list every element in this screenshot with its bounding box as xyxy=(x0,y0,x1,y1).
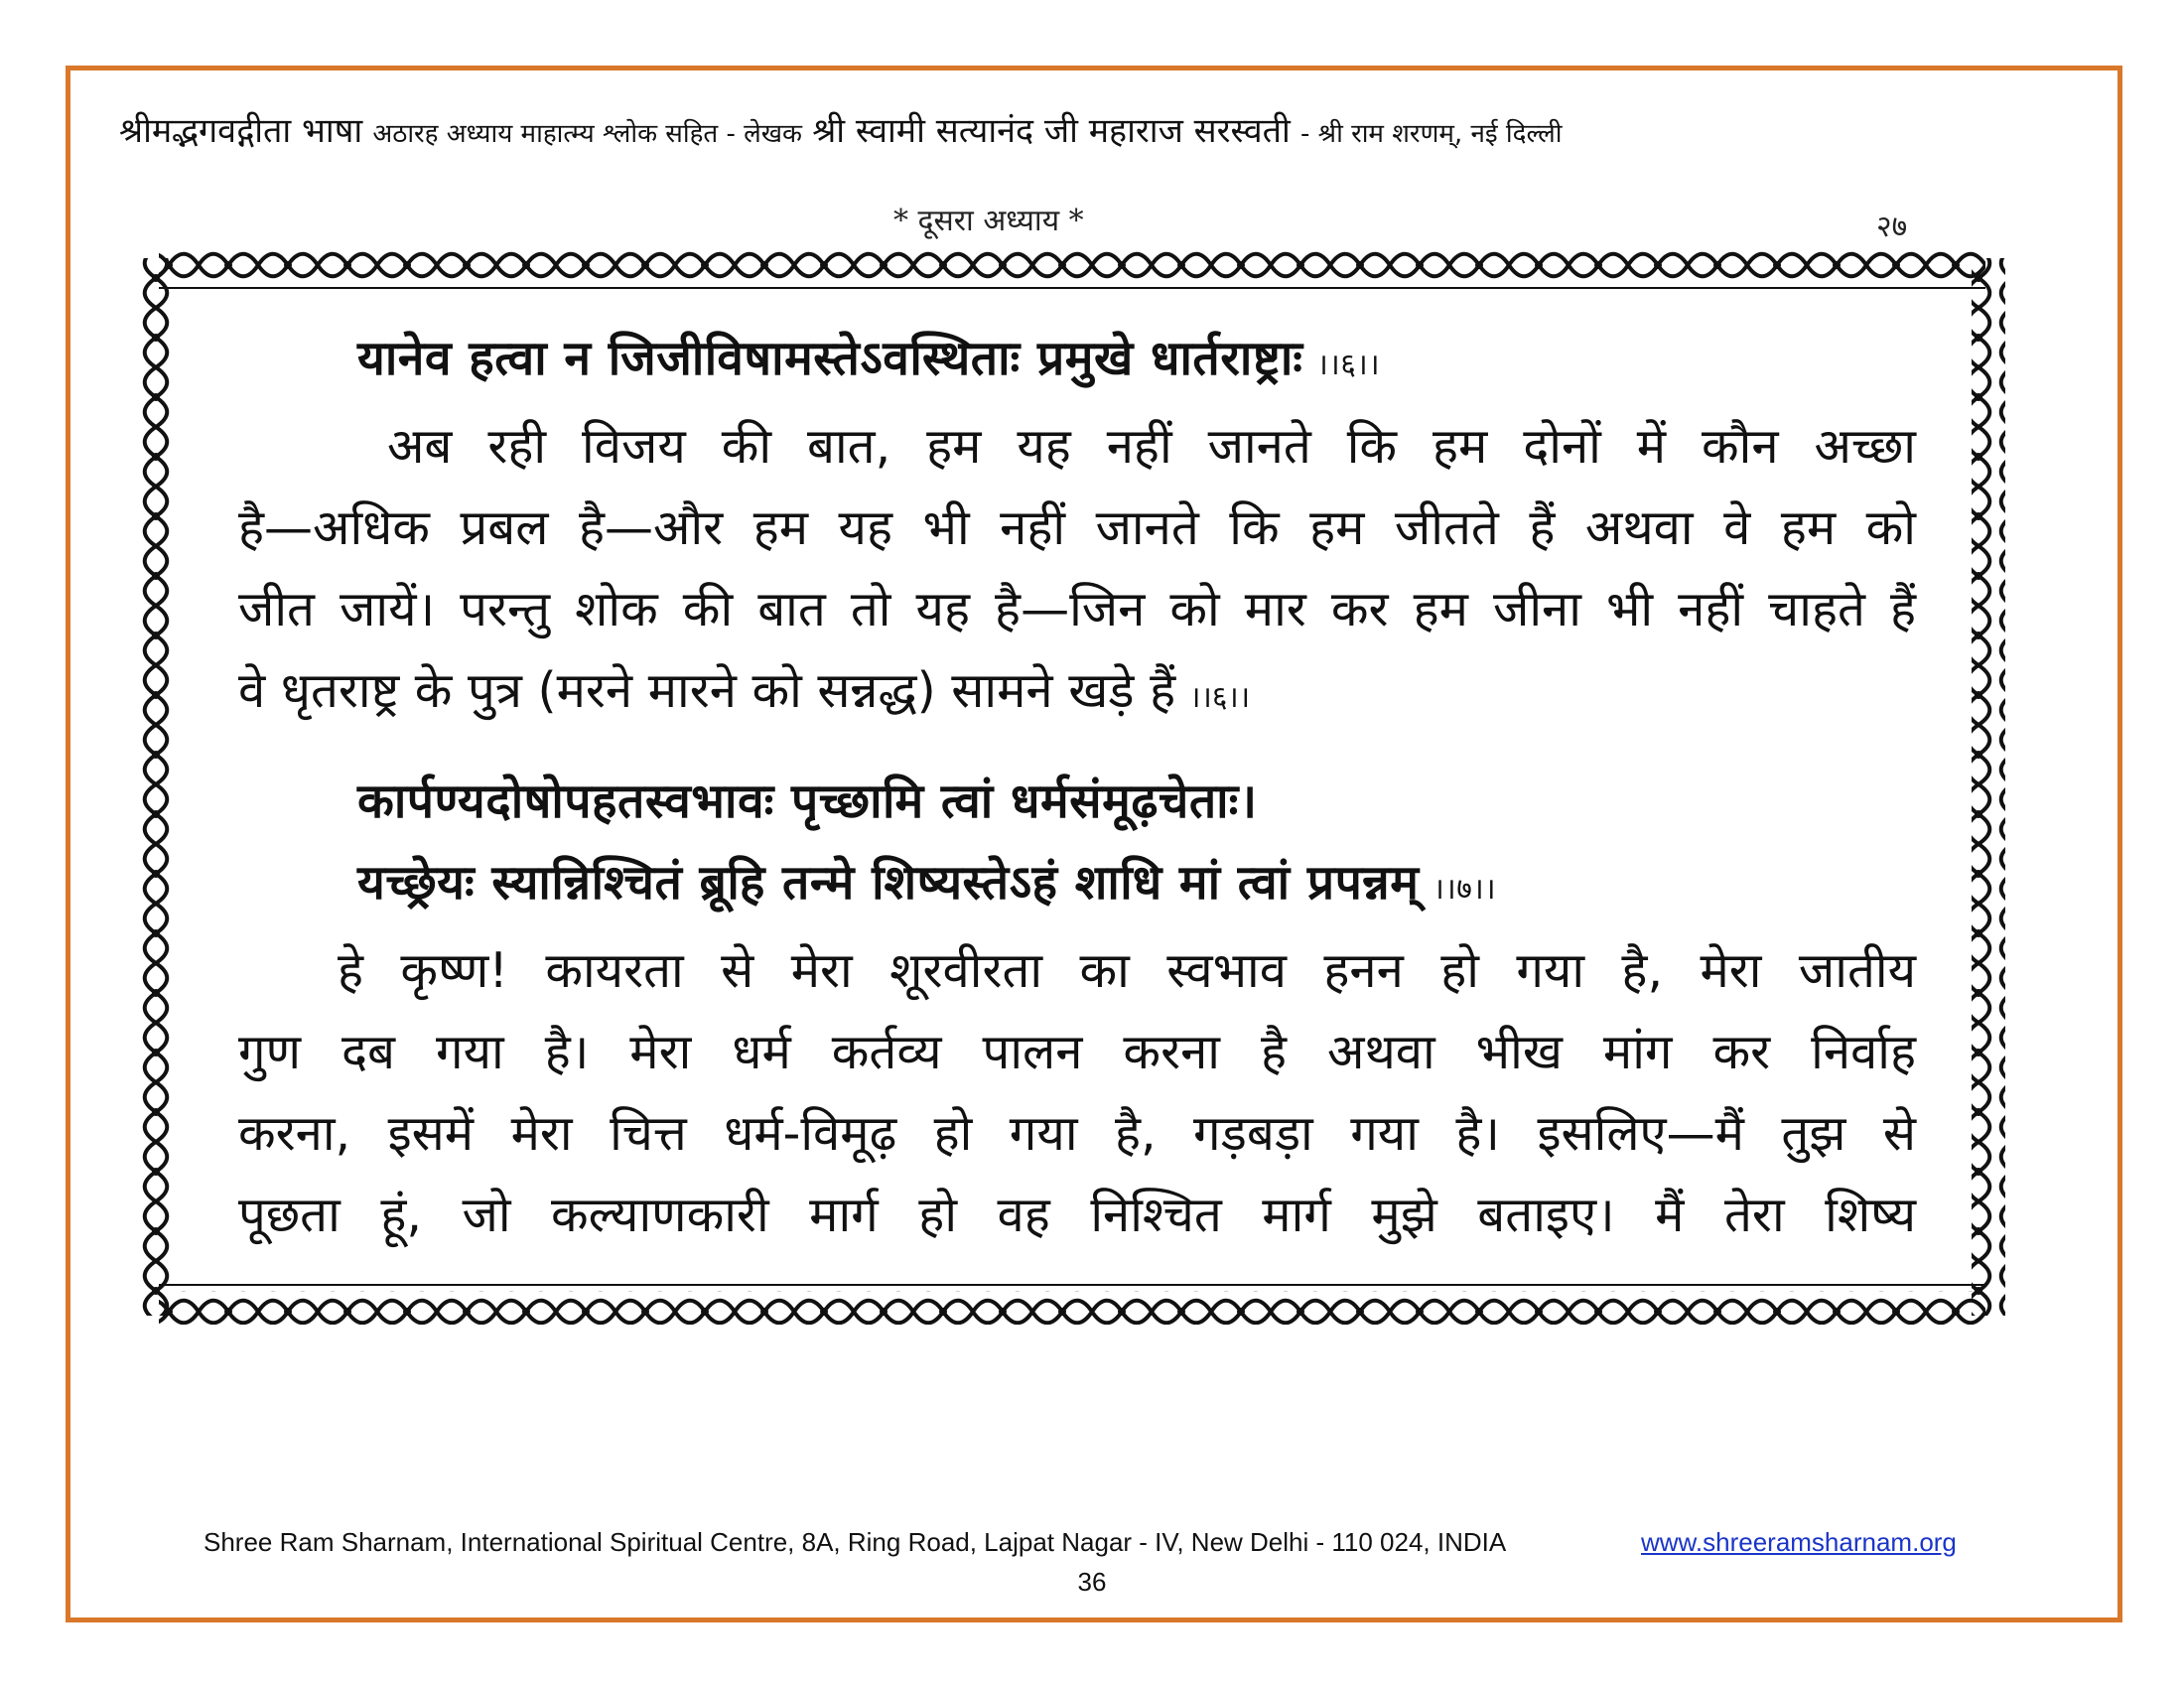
verse-6-text: यानेव हत्वा न जिजीविषामस्तेऽवस्थिताः प्रमुखे धार्तराष्ट्राः xyxy=(357,331,1303,386)
paragraph-6 xyxy=(238,406,1916,739)
website-link[interactable]: www.shreeramsharnam.org xyxy=(1641,1527,1957,1557)
scan-text-body xyxy=(238,318,1916,1256)
paragraph-7-line: करना, इसमें मेरा चित्त धर्म-विमूढ़ हो गया है, गड़बड़ा गया है। इसलिए—मैं तुझ से xyxy=(238,1105,1916,1162)
verse-7-line-2 xyxy=(357,842,1916,930)
author-name: श्री स्वामी सत्यानंद जी महाराज सरस्वती xyxy=(812,111,1291,151)
book-subtitle: अठारह अध्याय माहात्म्य श्लोक सहित - लेखक xyxy=(372,119,803,149)
paragraph-7-line: पूछता हूं, जो कल्याणकारी मार्ग हो वह निश्चित मार्ग मुझे बताइए। मैं तेरा शिष्य xyxy=(238,1187,1916,1243)
paragraph-6-line: अब रही विजय की बात, हम यह नहीं जानते कि हम दोनों में कौन अच्छा xyxy=(387,418,1916,475)
running-header xyxy=(119,109,2065,156)
verse-7-line-1: कार्पण्यदोषोपहतस्वभावः पृच्छामि त्वां धर्मसंमूढ़चेताः। xyxy=(357,774,1258,829)
paragraph-6-line: वे धृतराष्ट्र के पुत्र (मरने मारने को सन्नद्ध) सामने खड़े हैं xyxy=(238,662,1176,719)
paragraph-6-line: है—अधिक प्रबल है—और हम यह भी नहीं जानते कि हम जीतते हैं अथवा वे हम को xyxy=(238,499,1916,556)
footer-address: Shree Ram Sharnam, International Spiritual Centre, 8A, Ring Road, Lajpat Nagar - IV, New Delhi - 110 024, INDIA xyxy=(204,1527,1507,1557)
scan-page-number: २७ xyxy=(1876,210,1908,244)
paragraph-7-line: गुण दब गया है। मेरा धर्म कर्तव्य पालन करना है अथवा भीख मांग कर निर्वाह xyxy=(238,1024,1916,1080)
verse-6 xyxy=(357,318,1916,406)
paragraph-7-line: हे कृष्ण! कायरता से मेरा शूरवीरता का स्वभाव हनन हो गया है, मेरा जातीय xyxy=(338,942,1916,999)
verse-7-number: ।।७।। xyxy=(1433,872,1497,907)
paragraph-7 xyxy=(238,930,1916,1256)
publisher-name: - श्री राम शरणम्, नई दिल्ली xyxy=(1300,119,1563,149)
verse-6-number: ।।६।। xyxy=(1316,348,1381,382)
book-title: श्रीमद्भगवद्गीता भाषा xyxy=(119,111,363,151)
chapter-heading: * दूसरा अध्याय * xyxy=(893,204,1084,238)
paragraph-6-number: ।।६।। xyxy=(1189,680,1251,715)
verse-7-text: यच्छ्रेयः स्यान्निश्चितं ब्रूहि तन्मे शिष्यस्तेऽहं शाधि मां त्वां प्रपन्नम् xyxy=(357,855,1420,911)
paragraph-6-line: जीत जायें। परन्तु शोक की बात तो यह है—जिन को मार कर हम जीना भी नहीं चाहते हैं xyxy=(238,581,1916,637)
paragraph-6-line-last xyxy=(238,650,1916,739)
scanned-page-frame xyxy=(139,248,2005,1326)
page-number: 36 xyxy=(1077,1567,1107,1597)
